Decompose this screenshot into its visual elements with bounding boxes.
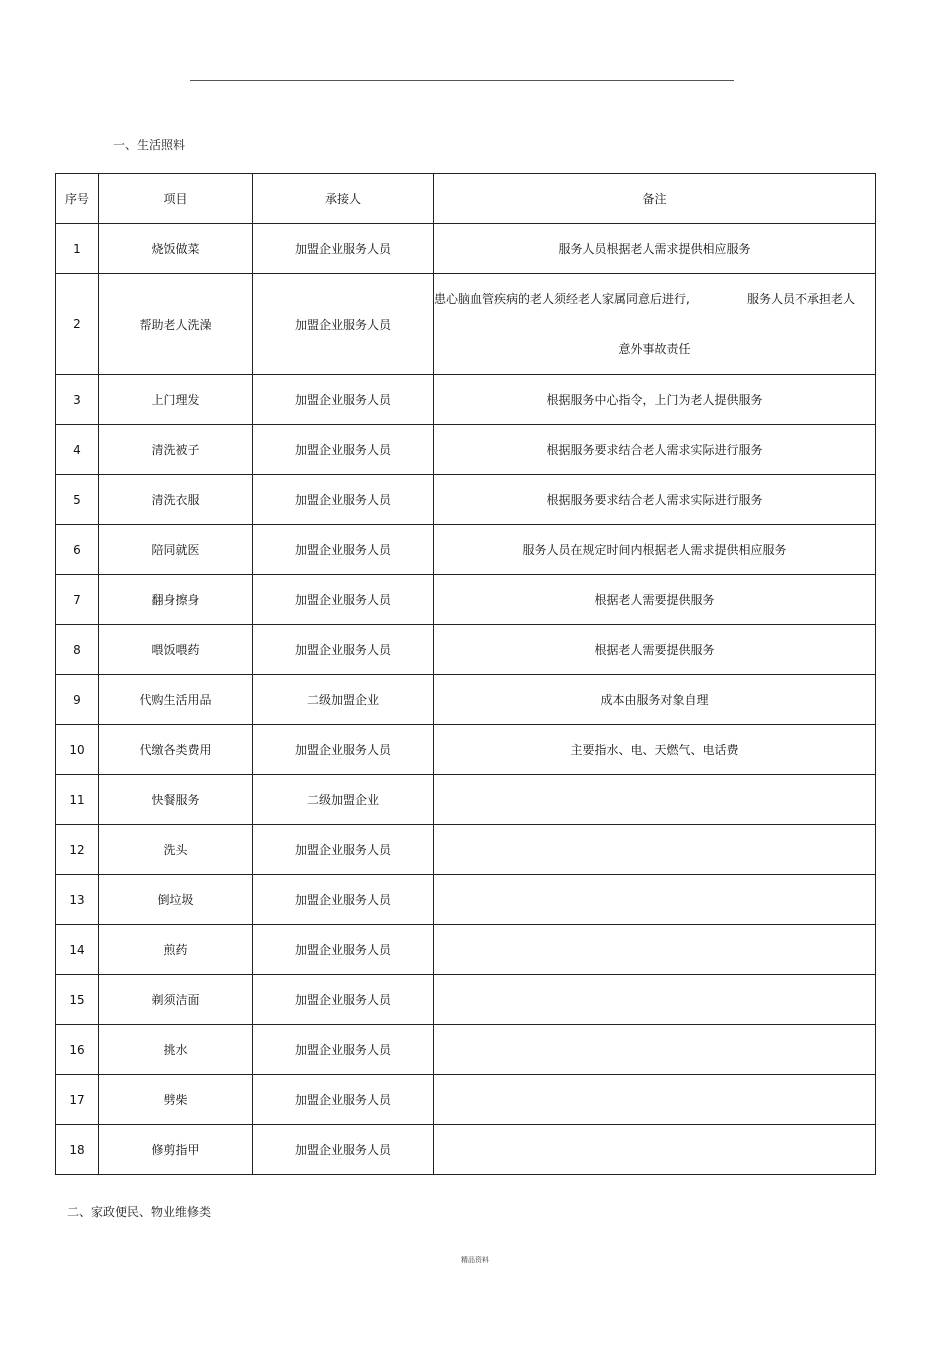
cell-note: [434, 1125, 876, 1175]
table-row: [56, 925, 876, 975]
cell-provider: 加盟企业服务人员: [253, 375, 434, 425]
cell-note: 服务人员在规定时间内根据老人需求提供相应服务: [434, 525, 876, 575]
cell-provider: 加盟企业服务人员: [253, 725, 434, 775]
cell-note: 服务人员根据老人需求提供相应服务: [434, 224, 876, 274]
footer-text: 精品资料: [461, 1256, 489, 1264]
cell-item: 煎药: [99, 925, 253, 975]
cell-item: 上门理发: [99, 375, 253, 425]
cell-item: 快餐服务: [99, 775, 253, 825]
header-no: 序号: [56, 174, 99, 224]
service-table: [55, 173, 876, 1175]
table-row: [56, 525, 876, 575]
table-row: [56, 775, 876, 825]
cell-no: 3: [56, 375, 99, 425]
cell-item: 代购生活用品: [99, 675, 253, 725]
table-row: [56, 575, 876, 625]
note-line-1a: 患心脑血管疾病的老人须经老人家属同意后进行,: [434, 292, 690, 306]
cell-no: 1: [56, 224, 99, 274]
cell-note: 主要指水、电、天燃气、电话费: [434, 725, 876, 775]
cell-note: 根据服务中心指令，上门为老人提供服务: [434, 375, 876, 425]
cell-provider: 加盟企业服务人员: [253, 425, 434, 475]
table-row: [56, 425, 876, 475]
cell-item: 陪同就医: [99, 525, 253, 575]
table-row: [56, 1125, 876, 1175]
table-row: [56, 875, 876, 925]
cell-no: 7: [56, 575, 99, 625]
cell-no: 4: [56, 425, 99, 475]
cell-provider: 加盟企业服务人员: [253, 625, 434, 675]
header-note: 备注: [434, 174, 876, 224]
note-multiline: [434, 274, 875, 374]
cell-note: [434, 274, 876, 375]
cell-no: 15: [56, 975, 99, 1025]
cell-no: 18: [56, 1125, 99, 1175]
cell-provider: 加盟企业服务人员: [253, 975, 434, 1025]
table-row: [56, 475, 876, 525]
header-item: 项目: [99, 174, 253, 224]
cell-item: 劈柴: [99, 1075, 253, 1125]
section-heading-housekeeping: 二、家政便民、物业维修类: [67, 1205, 212, 1219]
cell-provider: 加盟企业服务人员: [253, 875, 434, 925]
cell-item: 烧饭做菜: [99, 224, 253, 274]
header-provider: 承接人: [253, 174, 434, 224]
cell-item: 帮助老人洗澡: [99, 274, 253, 375]
cell-provider: 二级加盟企业: [253, 775, 434, 825]
note-line-1b: 服务人员不承担老人: [746, 292, 855, 306]
cell-item: 翻身擦身: [99, 575, 253, 625]
cell-provider: 加盟企业服务人员: [253, 475, 434, 525]
cell-note: [434, 875, 876, 925]
cell-provider: 加盟企业服务人员: [253, 525, 434, 575]
table-header-row: [56, 174, 876, 224]
cell-item: 倒垃圾: [99, 875, 253, 925]
cell-note: [434, 925, 876, 975]
cell-no: 2: [56, 274, 99, 375]
cell-note: [434, 1025, 876, 1075]
cell-no: 17: [56, 1075, 99, 1125]
cell-note: [434, 1075, 876, 1125]
section-heading-life-care: 一、生活照料: [113, 138, 186, 152]
cell-no: 16: [56, 1025, 99, 1075]
cell-no: 11: [56, 775, 99, 825]
header-rule: [190, 80, 734, 81]
cell-no: 6: [56, 525, 99, 575]
cell-item: 代缴各类费用: [99, 725, 253, 775]
cell-provider: 加盟企业服务人员: [253, 1125, 434, 1175]
cell-no: 5: [56, 475, 99, 525]
cell-note: [434, 825, 876, 875]
cell-item: 洗头: [99, 825, 253, 875]
cell-item: 挑水: [99, 1025, 253, 1075]
cell-no: 12: [56, 825, 99, 875]
cell-no: 9: [56, 675, 99, 725]
cell-provider: 加盟企业服务人员: [253, 825, 434, 875]
table-row: [56, 375, 876, 425]
cell-provider: 加盟企业服务人员: [253, 1025, 434, 1075]
table-row: [56, 975, 876, 1025]
table-row: [56, 625, 876, 675]
table-row: [56, 224, 876, 274]
cell-no: 14: [56, 925, 99, 975]
table-row: [56, 725, 876, 775]
cell-provider: 二级加盟企业: [253, 675, 434, 725]
table-row: [56, 1025, 876, 1075]
note-line-2: 意外事故责任: [618, 342, 691, 356]
cell-provider: 加盟企业服务人员: [253, 925, 434, 975]
cell-no: 10: [56, 725, 99, 775]
cell-provider: 加盟企业服务人员: [253, 224, 434, 274]
table-row: [56, 675, 876, 725]
cell-note: 根据老人需要提供服务: [434, 575, 876, 625]
cell-item: 清洗衣服: [99, 475, 253, 525]
table-row: [56, 1075, 876, 1125]
cell-item: 剃须洁面: [99, 975, 253, 1025]
cell-note: 根据服务要求结合老人需求实际进行服务: [434, 475, 876, 525]
cell-no: 13: [56, 875, 99, 925]
cell-provider: 加盟企业服务人员: [253, 1075, 434, 1125]
cell-item: 喂饭喂药: [99, 625, 253, 675]
cell-note: 根据服务要求结合老人需求实际进行服务: [434, 425, 876, 475]
cell-no: 8: [56, 625, 99, 675]
cell-provider: 加盟企业服务人员: [253, 274, 434, 375]
cell-item: 修剪指甲: [99, 1125, 253, 1175]
table-row: [56, 825, 876, 875]
cell-note: [434, 775, 876, 825]
cell-item: 清洗被子: [99, 425, 253, 475]
cell-note: 成本由服务对象自理: [434, 675, 876, 725]
table-row: [56, 274, 876, 375]
cell-provider: 加盟企业服务人员: [253, 575, 434, 625]
cell-note: [434, 975, 876, 1025]
cell-note: 根据老人需要提供服务: [434, 625, 876, 675]
